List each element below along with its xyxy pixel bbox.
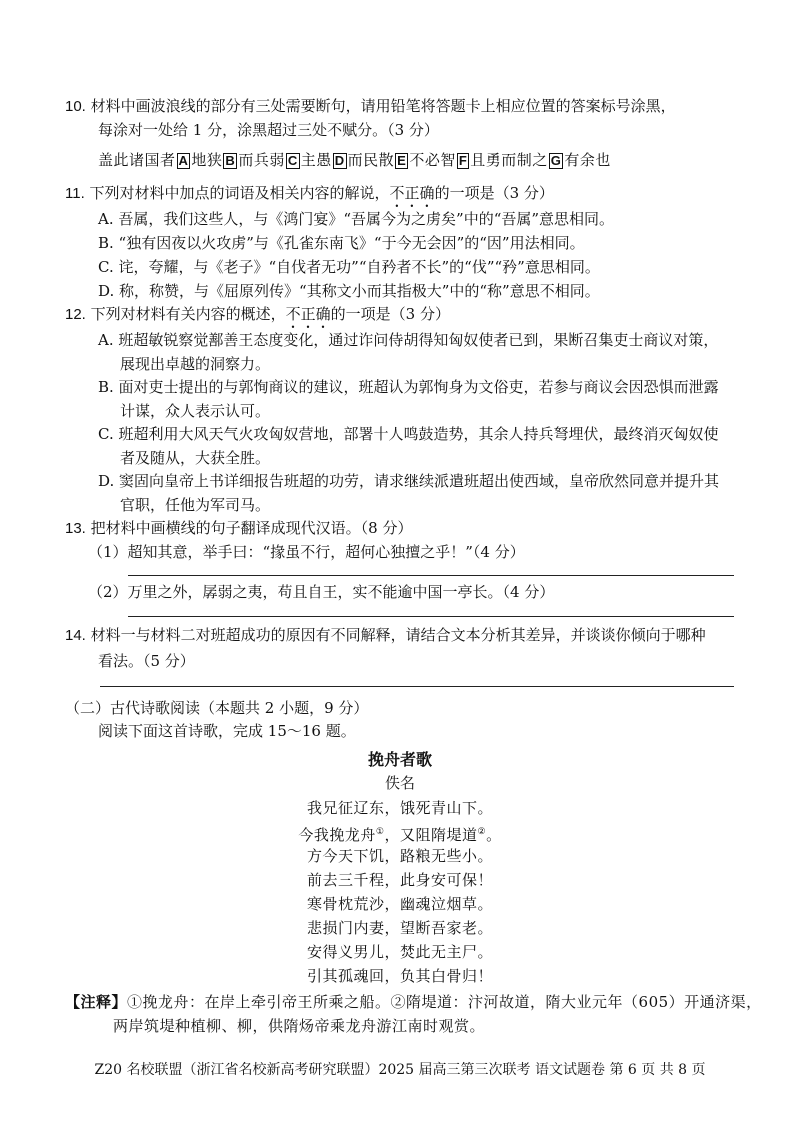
q12-option-b-line-2: 计谋，众人表示认可。 [120, 402, 271, 420]
q10-line-2 [98, 120, 439, 140]
q12-stem-emphasis: 不正确 [285, 305, 331, 323]
q12-stem-pre: 下列对材料有关内容的概述， [90, 305, 286, 323]
q10-segment: 且勇而制之 [470, 151, 548, 169]
q14-text-1: 材料一与材料二对班超成功的原因有不同解释，请结合文本分析其差异，并谈谈你倾向于哪种 [90, 626, 706, 644]
q12-number: 12. [65, 306, 86, 323]
q11-stem-post: 的一项是（3 分） [434, 184, 554, 202]
poem-line-2 [0, 822, 800, 845]
poem-line-7: 安得义男儿，焚此无主尸。 [306, 943, 493, 961]
notes-text-1: ①挽龙舟：在岸上牵引帝王所乘之船。②隋堤道：汴河故道，隋大业元年（605）开通济渠， [127, 993, 762, 1011]
poem-line-5: 寒骨枕荒沙，幽魂泣烟草。 [306, 895, 493, 913]
q10-line-1 [65, 96, 676, 117]
q10-answer-box-a[interactable]: A [178, 153, 189, 168]
q11-option-a: A. 吾属，我们这些人，与《鸿门宴》“吾属今为之虏矣”中的“吾属”意思相同。 [98, 210, 615, 228]
poem-note-marker-2: ② [477, 827, 487, 837]
q11-option-c: C. 诧，夸耀，与《老子》“自伐者无功”“自矜者不长”的“伐”“矜”意思相同。 [98, 258, 600, 276]
q10-answer-box-g[interactable]: G [550, 153, 562, 168]
q12-option-b-line-1: B. 面对吏士提出的与郭恂商议的建议，班超认为郭恂身为文俗吏，若参与商议会因恐惧而泄露 [98, 378, 719, 396]
q11-stem-emphasis: 不正确 [389, 184, 435, 202]
poem-line-3: 方今天下饥，路粮无些小。 [306, 847, 493, 865]
q10-answer-box-f[interactable]: F [458, 153, 468, 168]
q10-segment: 而兵弱 [238, 151, 285, 169]
notes-line-2: 两岸筑堤种植柳、柳，供隋炀帝乘龙舟游江南时观赏。 [113, 1017, 486, 1035]
q12-option-a-line-1: A. 班超敏锐察觉鄯善王态度变化，通过诈问侍胡得知匈奴使者已到，果断召集吏士商议对策， [98, 331, 719, 349]
q14-answer-line[interactable] [100, 686, 734, 687]
q10-answer-box-e[interactable]: E [397, 153, 407, 168]
q14-line-1 [65, 625, 706, 646]
q10-segment: 盖此诸国者 [98, 151, 176, 169]
q14-text-2: 看法。（5 分） [98, 652, 195, 670]
section-heading: （二）古代诗歌阅读（本题共 2 小题，9 分） [65, 699, 369, 717]
poem-line-6: 悲损门内妻，望断吾家老。 [306, 919, 493, 937]
q10-answer-box-b[interactable]: B [225, 153, 236, 168]
q12-option-d-line-1: D. 窦固向皇帝上书详细报告班超的功劳，请求继续派遣班超出使西域，皇帝欣然同意并提升其 [98, 472, 720, 490]
section-instruction: 阅读下面这首诗歌，完成 15～16 题。 [98, 722, 356, 740]
poem-note-marker-1: ① [375, 827, 385, 837]
poem-author: 佚名 [384, 774, 415, 792]
q10-segment: 有余也 [564, 151, 611, 169]
q10-segment: 主愚 [300, 151, 332, 169]
q13-stem-text: 把材料中画横线的句子翻译成现代汉语。（8 分） [90, 519, 413, 537]
q13-number: 13. [65, 520, 86, 537]
q10-text-2: 每涂对一处给 1 分，涂黑超过三处不赋分。（3 分） [98, 121, 439, 139]
q11-number: 11. [65, 185, 85, 202]
q12-option-d-line-2: 官职，任他为军司马。 [120, 496, 271, 514]
q12-option-a-line-2: 展现出卓越的洞察力。 [120, 355, 271, 373]
q13-answer-line-2[interactable] [128, 616, 734, 617]
q10-segment: 而民散 [347, 151, 395, 169]
poem-line-2-part-c: 。 [486, 826, 502, 844]
q10-segment: 地狭 [191, 151, 223, 169]
q11-stem-pre: 下列对材料中加点的词语及相关内容的解说， [89, 184, 390, 202]
poem-title: 挽舟者歌 [367, 750, 432, 769]
q10-answer-box-c[interactable]: C [287, 153, 298, 168]
q12-option-c-line-1: C. 班超利用大风天气火攻匈奴营地，部署十人鸣鼓造势，其余人持兵弩埋伏，最终消灭匈奴使 [98, 425, 719, 443]
q11-option-b: B. “独有因夜以火攻虏”与《孔雀东南飞》“于今无会因”的“因”用法相同。 [98, 234, 585, 252]
q13-answer-line-1[interactable] [128, 575, 734, 576]
notes-label: 【注释】 [65, 993, 128, 1011]
q10-text-1: 材料中画波浪线的部分有三处需要断句，请用铅笔将答题卡上相应位置的答案标号涂黑， [90, 97, 676, 115]
poem-line-2-part-a: 今我挽龙舟 [298, 826, 376, 844]
poem-line-2-part-b: ，又阻隋堤道 [384, 826, 478, 844]
q12-option-c-line-2: 者及随从，大获全胜。 [120, 449, 271, 467]
q11-stem [65, 183, 554, 211]
poem-line-8: 引其孤魂回，负其白骨归！ [306, 967, 493, 985]
q13-item-1: （1）超知其意，举手曰：“掾虽不行，超何心独擅之乎！”（4 分） [88, 543, 525, 561]
q13-stem [65, 518, 412, 539]
page-footer: Z20 名校联盟（浙江省名校新高考研究联盟）2025 届高三第三次联考 语文试题卷 第 6 页 共 8 页 [94, 1062, 706, 1078]
poem-line-4: 前去三千程，此身安可保！ [306, 871, 493, 889]
notes-line-1 [65, 992, 762, 1012]
poem-line-1: 我兄征辽东，饿死青山下。 [306, 799, 493, 817]
q10-sentence [98, 150, 611, 170]
q13-item-2: （2）万里之外，孱弱之夷，苟且自王，实不能逾中国一亭长。（4 分） [88, 583, 555, 601]
q12-stem-post: 的一项是（3 分） [330, 305, 450, 323]
q10-number: 10. [65, 98, 86, 115]
q10-answer-box-d[interactable]: D [334, 153, 345, 168]
q10-segment: 不必智 [409, 151, 456, 169]
q12-stem [65, 304, 450, 332]
q14-number: 14. [65, 627, 86, 644]
q11-option-d: D. 称，称赞，与《屈原列传》“其称文小而其指极大”中的“称”意思不相同。 [98, 282, 600, 300]
